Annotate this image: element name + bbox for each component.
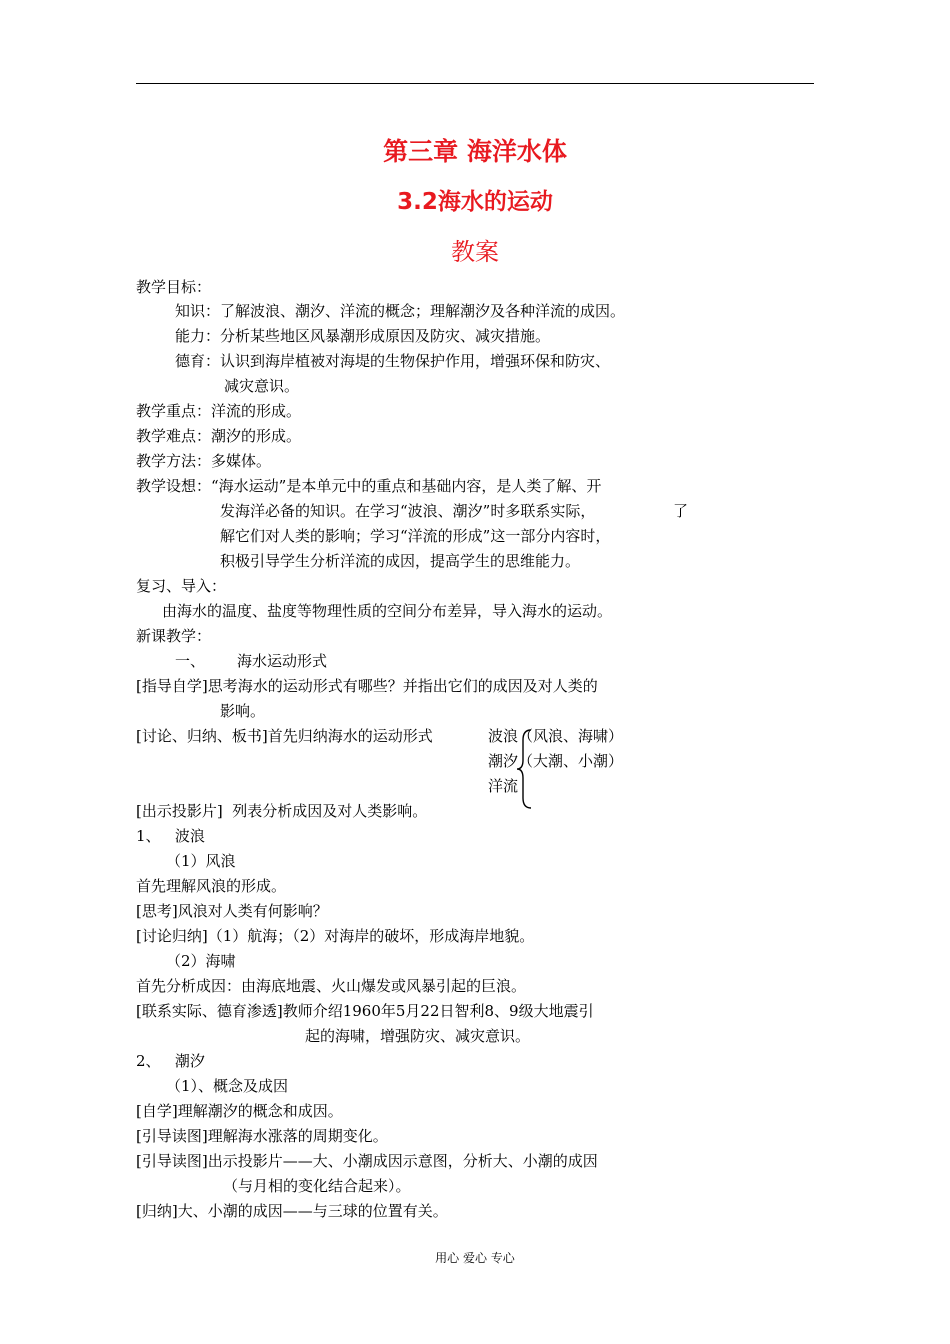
text-line: 海水运动形式 [237,652,328,670]
text-line: [联系实际、德育渗透]教师介绍1960年5月22日智利8、9级大地震引 [136,1002,594,1020]
text-line: 教学设想：“海水运动”是本单元中的重点和基础内容，是人类了解、开 [136,477,602,495]
doc-type-title: 教案 [451,238,499,266]
text-line: [归纳]大、小潮的成因——与三球的位置有关。 [136,1202,448,1220]
text-line: [讨论、归纳、板书]首先归纳海水的运动形式 [136,727,433,745]
text-line: 一、 [175,652,206,670]
text-line: 由海水的温度、盐度等物理性质的空间分布差异，导入海水的运动。 [162,602,613,620]
text-line: [出示投影片] 列表分析成因及对人类影响。 [136,802,428,820]
text-line: 波浪（风浪、海啸） [488,727,624,745]
text-line: 教学目标： [136,278,212,296]
text-line: [指导自学]思考海水的运动形式有哪些？并指出它们的成因及对人类的 [136,677,598,695]
curly-brace-icon [515,728,535,810]
text-line: 教学方法：多媒体。 [136,452,272,470]
text-line: [引导读图]出示投影片——大、小潮成因示意图，分析大、小潮的成因 [136,1152,598,1170]
text-line: [引导读图]理解海水涨落的周期变化。 [136,1127,388,1145]
text-line: 潮汐（大潮、小潮） [488,752,624,770]
text-line: 发海洋必备的知识。在学习“波浪、潮汐”时多联系实际， [220,502,596,520]
text-line: 减灾意识。 [224,377,300,395]
text-line: 2、 潮汐 [136,1052,205,1070]
text-line: 首先分析成因：由海底地震、火山爆发或风暴引起的巨浪。 [136,977,527,995]
text-line: [思考]风浪对人类有何影响？ [136,902,328,920]
text-line: 1、 波浪 [136,827,205,845]
text-line: 能力：分析某些地区风暴潮形成原因及防灾、减灾措施。 [175,327,551,345]
text-line: 复习、导入： [136,577,227,595]
text-line: 了 [673,502,689,520]
header-rule [136,83,814,84]
text-line: （与月相的变化结合起来）。 [223,1177,411,1195]
text-line: [自学]理解潮汐的概念和成因。 [136,1102,343,1120]
text-line: [讨论归纳]（1）航海；（2）对海岸的破坏，形成海岸地貌。 [136,927,535,945]
text-line: 教学重点：洋流的形成。 [136,402,302,420]
text-line: 解它们对人类的影响；学习“洋流的形成”这一部分内容时， [220,527,611,545]
page-footer: 用心 爱心 专心 [435,1251,515,1265]
text-line: 新课教学： [136,627,212,645]
text-line: 洋流 [488,777,519,795]
text-line: （1）风浪 [166,852,236,870]
text-line: 知识：了解波浪、潮汐、洋流的概念；理解潮汐及各种洋流的成因。 [175,302,626,320]
text-line: 影响。 [220,702,266,720]
text-line: 首先理解风浪的形成。 [136,877,287,895]
text-line: 德育：认识到海岸植被对海堤的生物保护作用，增强环保和防灾、 [175,352,611,370]
section-title: 3.2海水的运动 [397,189,553,215]
text-line: 积极引导学生分析洋流的成因，提高学生的思维能力。 [220,552,581,570]
text-line: 起的海啸，增强防灾、减灾意识。 [305,1027,531,1045]
text-line: （1）、概念及成因 [166,1077,289,1095]
text-line: （2）海啸 [166,952,236,970]
chapter-title: 第三章 海洋水体 [383,137,567,166]
text-line: 教学难点：潮汐的形成。 [136,427,302,445]
